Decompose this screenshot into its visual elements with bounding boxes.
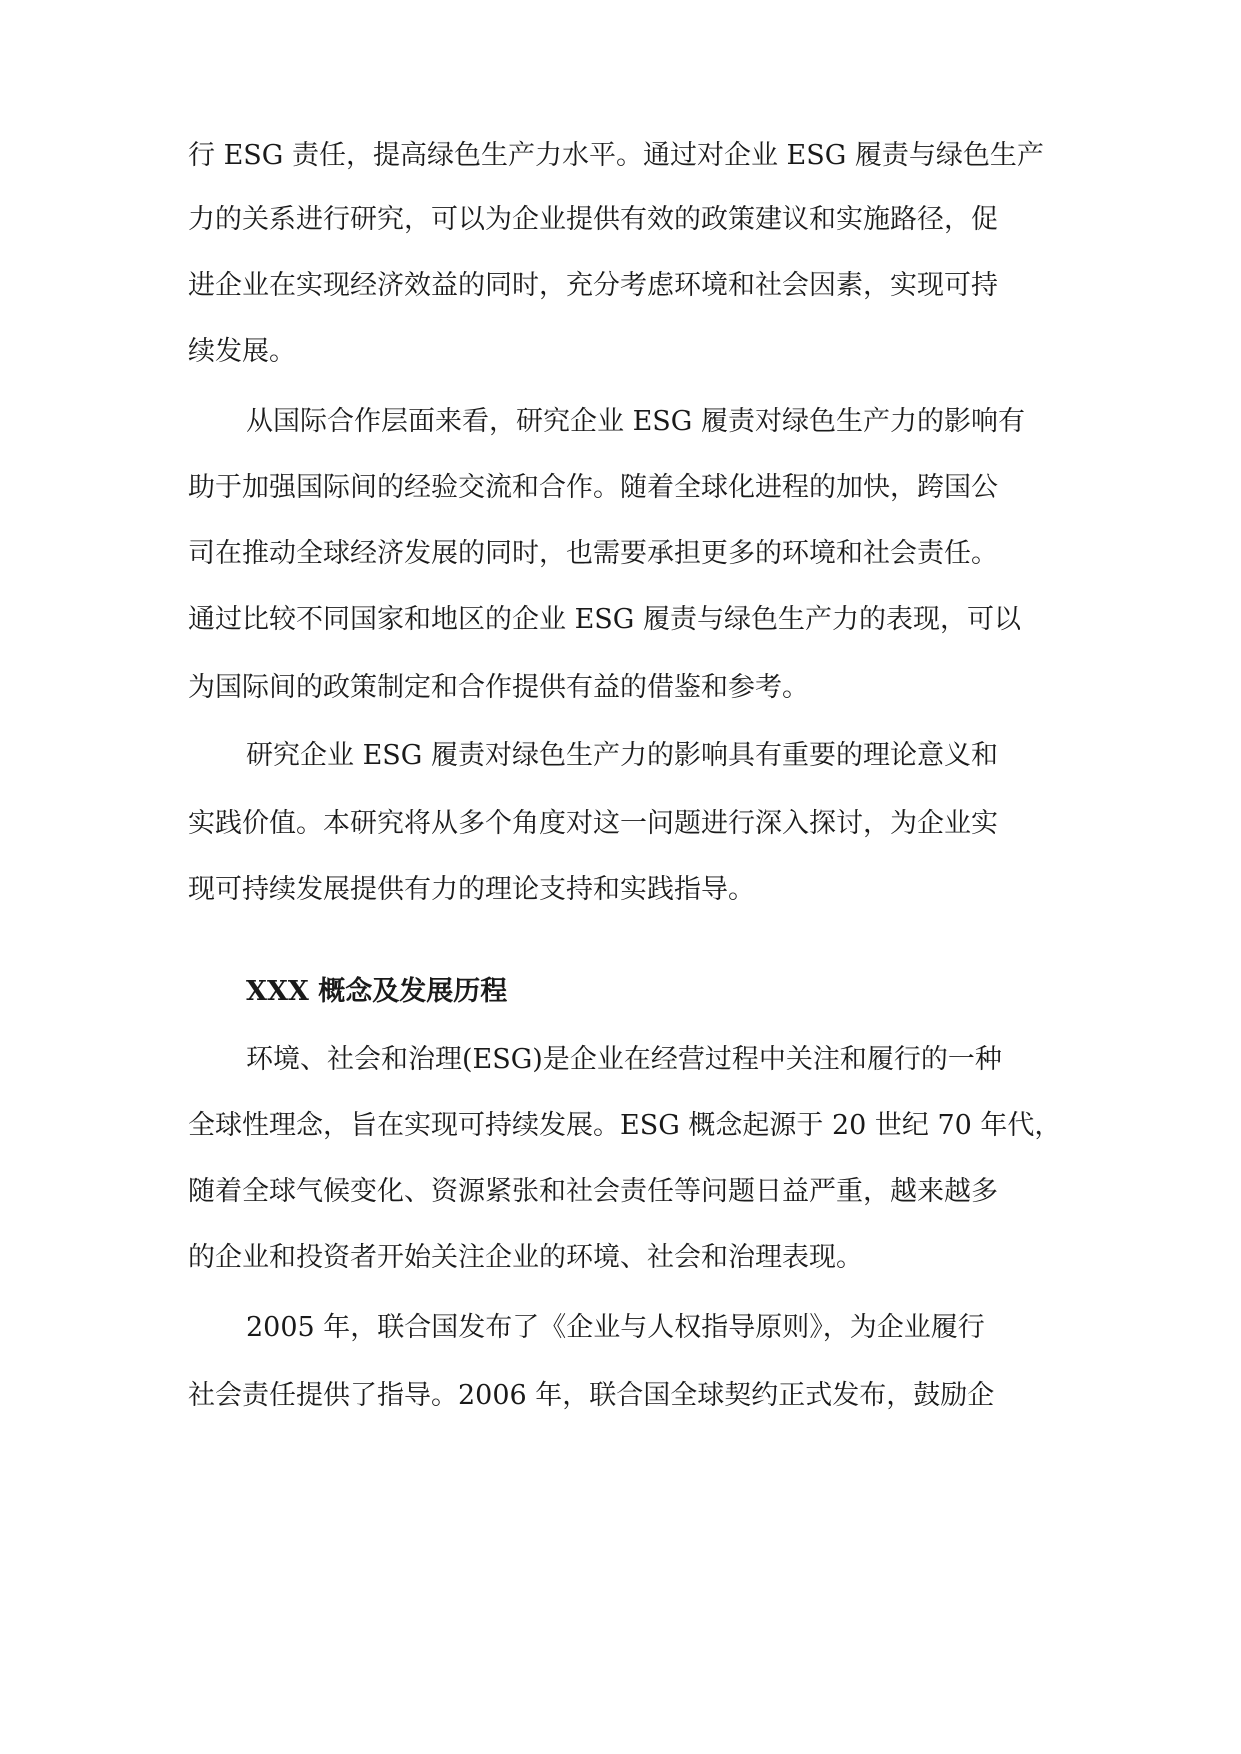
paragraph-line: 社会责任提供了指导。2006 年，联合国全球契约正式发布，鼓励企	[188, 1380, 995, 1411]
paragraph-line: 研究企业 ESG 履责对绿色生产力的影响具有重要的理论意义和	[246, 740, 998, 771]
paragraph-line: 行 ESG 责任，提高绿色生产力水平。通过对企业 ESG 履责与绿色生产	[188, 140, 1044, 171]
paragraph-line: 随着全球气候变化、资源紧张和社会责任等问题日益严重，越来越多	[188, 1176, 998, 1207]
paragraph-line: 通过比较不同国家和地区的企业 ESG 履责与绿色生产力的表现，可以	[188, 604, 1021, 635]
paragraph-line: 现可持续发展提供有力的理论支持和实践指导。	[188, 874, 755, 905]
paragraph-line: 续发展。	[188, 336, 296, 367]
paragraph-line: 力的关系进行研究，可以为企业提供有效的政策建议和实施路径，促	[188, 204, 998, 235]
paragraph-line: 为国际间的政策制定和合作提供有益的借鉴和参考。	[188, 672, 809, 703]
paragraph-line: 助于加强国际间的经验交流和合作。随着全球化进程的加快，跨国公	[188, 472, 998, 503]
paragraph-line: 的企业和投资者开始关注企业的环境、社会和治理表现。	[188, 1242, 863, 1273]
paragraph-line: 全球性理念，旨在实现可持续发展。ESG 概念起源于 20 世纪 70 年代，	[188, 1110, 1062, 1141]
paragraph-line: 环境、社会和治理(ESG)是企业在经营过程中关注和履行的一种	[246, 1044, 1002, 1075]
paragraph-line: 进企业在实现经济效益的同时，充分考虑环境和社会因素，实现可持	[188, 270, 998, 301]
section-heading: XXX 概念及发展历程	[246, 976, 508, 1007]
paragraph-line: 2005 年，联合国发布了《企业与人权指导原则》，为企业履行	[246, 1312, 985, 1343]
paragraph-line: 司在推动全球经济发展的同时，也需要承担更多的环境和社会责任。	[188, 538, 998, 569]
paragraph-line: 从国际合作层面来看，研究企业 ESG 履责对绿色生产力的影响有	[246, 406, 1025, 437]
paragraph-line: 实践价值。本研究将从多个角度对这一问题进行深入探讨，为企业实	[188, 808, 998, 839]
